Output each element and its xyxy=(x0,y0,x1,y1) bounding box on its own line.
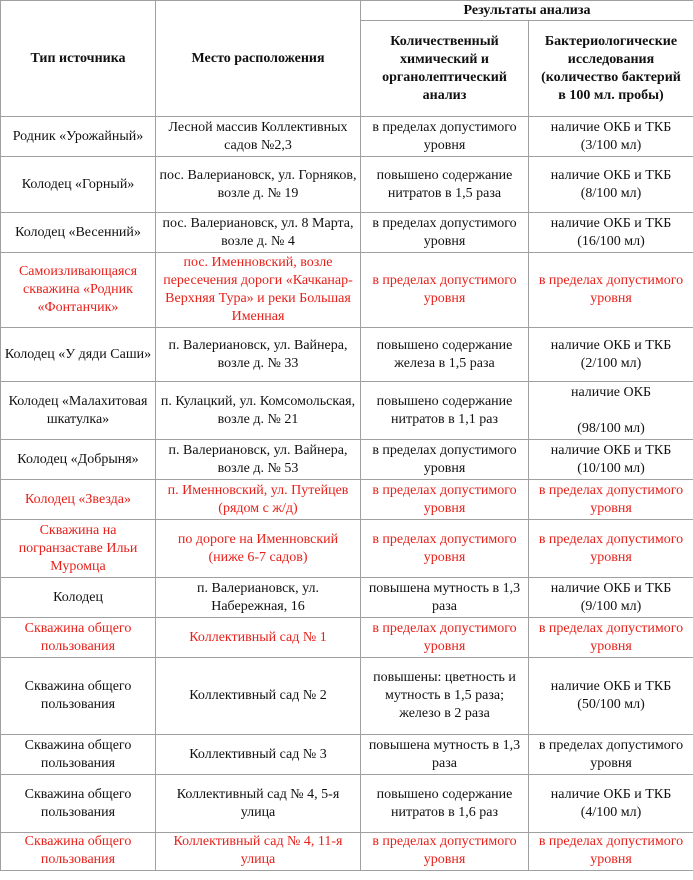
source-type-cell: Колодец «Добрыня» xyxy=(1,440,156,480)
source-type-cell: Скважина общего пользования xyxy=(1,658,156,735)
chem-result-cell: повышены: цветность и мутность в 1,5 раза; железо в 2 раза xyxy=(361,658,529,735)
chem-result-cell: в пределах допустимого уровня xyxy=(361,480,529,520)
bact-result-cell: в пределах допустимого уровня xyxy=(529,618,693,658)
bact-result-cell: наличие ОКБ и ТКБ (8/100 мл) xyxy=(529,157,693,213)
source-type-cell: Колодец «Весенний» xyxy=(1,213,156,253)
location-cell: пос. Валериановск, ул. Горняков, возле д. № 19 xyxy=(156,157,361,213)
source-type-cell: Колодец «Звезда» xyxy=(1,480,156,520)
header-location: Место расположения xyxy=(156,1,361,117)
header-bacteriology-line1: Бактериологические исследования (количество бактерий xyxy=(541,33,681,85)
table-row xyxy=(1,775,693,833)
source-type-cell: Скважина общего пользования xyxy=(1,735,156,775)
header-results-group: Результаты анализа xyxy=(361,1,693,21)
location-cell: Лесной массив Коллективных садов №2,3 xyxy=(156,117,361,157)
source-type-cell: Скважина общего пользования xyxy=(1,833,156,871)
table-row xyxy=(1,328,693,382)
source-type-cell: Колодец «Малахитовая шкатулка» xyxy=(1,382,156,440)
chem-result-cell: в пределах допустимого уровня xyxy=(361,253,529,328)
bact-result-cell: наличие ОКБ и ТКБ (10/100 мл) xyxy=(529,440,693,480)
table-row xyxy=(1,578,693,618)
table-row xyxy=(1,117,693,157)
chem-result-cell: в пределах допустимого уровня xyxy=(361,440,529,480)
source-type-cell: Колодец «Горный» xyxy=(1,157,156,213)
header-bacteriology-line2: в 100 мл. пробы) xyxy=(558,87,664,103)
chem-result-cell: в пределах допустимого уровня xyxy=(361,520,529,578)
table-row-highlighted xyxy=(1,833,693,871)
location-cell: п. Именновский, ул. Путейцев (рядом с ж/д) xyxy=(156,480,361,520)
chem-result-cell: в пределах допустимого уровня xyxy=(361,833,529,871)
table-row xyxy=(1,735,693,775)
bact-result-cell: наличие ОКБ и ТКБ (16/100 мл) xyxy=(529,213,693,253)
bact-result-cell: в пределах допустимого уровня xyxy=(529,520,693,578)
source-type-cell: Скважина общего пользования xyxy=(1,775,156,833)
table-row xyxy=(1,213,693,253)
bact-result-cell: наличие ОКБ и ТКБ (50/100 мл) xyxy=(529,658,693,735)
bact-result-cell: наличие ОКБ и ТКБ (9/100 мл) xyxy=(529,578,693,618)
chem-result-cell: повышена мутность в 1,3 раза xyxy=(361,735,529,775)
header-source-type: Тип источника xyxy=(1,1,156,117)
chem-result-cell: повышено содержание железа в 1,5 раза xyxy=(361,328,529,382)
chem-result-cell: в пределах допустимого уровня xyxy=(361,213,529,253)
source-type-cell: Самоизливающаяся скважина «Родник «Фонтанчик» xyxy=(1,253,156,328)
header-chem-analysis: Количественный химический и органолептический анализ xyxy=(361,21,529,117)
header-bacteriology xyxy=(529,21,693,117)
table-row xyxy=(1,658,693,735)
chem-result-cell: повышено содержание нитратов в 1,1 раз xyxy=(361,382,529,440)
location-cell: Коллективный сад № 3 xyxy=(156,735,361,775)
location-cell: пос. Именновский, возле пересечения дороги «Качканар-Верхняя Тура» и реки Большая Именная xyxy=(156,253,361,328)
location-cell: пос. Валериановск, ул. 8 Марта, возле д. № 4 xyxy=(156,213,361,253)
chem-result-cell: повышена мутность в 1,3 раза xyxy=(361,578,529,618)
location-cell: по дороге на Именновский (ниже 6-7 садов) xyxy=(156,520,361,578)
chem-result-cell: повышено содержание нитратов в 1,6 раз xyxy=(361,775,529,833)
source-type-cell: Колодец xyxy=(1,578,156,618)
bact-result-cell: наличие ОКБ и ТКБ (4/100 мл) xyxy=(529,775,693,833)
location-cell: п. Валериановск, ул. Вайнера, возле д. № 33 xyxy=(156,328,361,382)
bact-result-cell: в пределах допустимого уровня xyxy=(529,735,693,775)
source-type-cell: Колодец «У дяди Саши» xyxy=(1,328,156,382)
source-type-cell: Скважина общего пользования xyxy=(1,618,156,658)
location-cell: Коллективный сад № 2 xyxy=(156,658,361,735)
chem-result-cell: в пределах допустимого уровня xyxy=(361,117,529,157)
location-cell: п. Валериановск, ул. Набережная, 16 xyxy=(156,578,361,618)
table-row-highlighted xyxy=(1,253,693,328)
bact-result-cell xyxy=(529,382,693,440)
bact-result-cell: в пределах допустимого уровня xyxy=(529,253,693,328)
source-type-cell: Скважина на погранзаставе Ильи Муромца xyxy=(1,520,156,578)
table-row-highlighted xyxy=(1,480,693,520)
table-row xyxy=(1,440,693,480)
source-type-cell: Родник «Урожайный» xyxy=(1,117,156,157)
table-row xyxy=(1,382,693,440)
chem-result-cell: повышено содержание нитратов в 1,5 раза xyxy=(361,157,529,213)
table-row-highlighted xyxy=(1,618,693,658)
bact-result-line2: (98/100 мл) xyxy=(577,420,645,436)
location-cell: п. Валериановск, ул. Вайнера, возле д. № 53 xyxy=(156,440,361,480)
location-cell: Коллективный сад № 4, 11-я улица xyxy=(156,833,361,871)
chem-result-cell: в пределах допустимого уровня xyxy=(361,618,529,658)
table-row-highlighted xyxy=(1,520,693,578)
bact-result-cell: наличие ОКБ и ТКБ (3/100 мл) xyxy=(529,117,693,157)
location-cell: п. Кулацкий, ул. Комсомольская, возле д. № 21 xyxy=(156,382,361,440)
bact-result-gap xyxy=(532,402,690,420)
bact-result-line1: наличие ОКБ xyxy=(570,384,652,400)
bact-result-cell: в пределах допустимого уровня xyxy=(529,480,693,520)
bact-result-cell: в пределах допустимого уровня xyxy=(529,833,693,871)
header-row-top xyxy=(1,1,693,21)
table-row xyxy=(1,157,693,213)
location-cell: Коллективный сад № 1 xyxy=(156,618,361,658)
bact-result-cell: наличие ОКБ и ТКБ (2/100 мл) xyxy=(529,328,693,382)
location-cell: Коллективный сад № 4, 5-я улица xyxy=(156,775,361,833)
